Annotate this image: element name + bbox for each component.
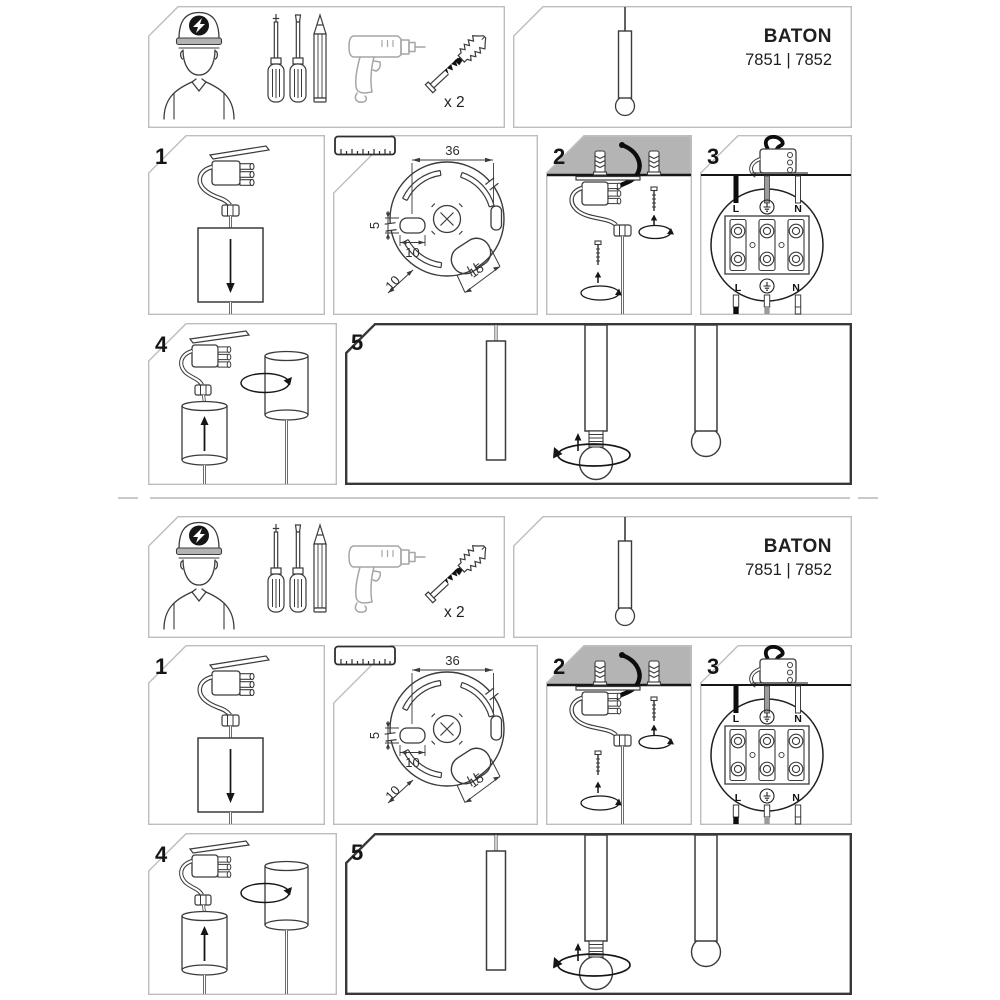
ruler-icon — [335, 647, 395, 665]
tools-panel — [148, 6, 505, 128]
screw-icon — [581, 241, 622, 300]
mounting-plate-panel — [333, 645, 538, 825]
cut-line — [150, 497, 850, 499]
step3-number: 3 — [707, 654, 720, 679]
dim-slot-diagonal-label: 10 — [382, 782, 404, 804]
neutral-label: N — [792, 282, 800, 294]
step5-number: 5 — [351, 840, 364, 865]
tools-panel-art — [148, 516, 505, 638]
step2-number: 2 — [553, 654, 566, 679]
step4-panel — [148, 833, 337, 995]
product-panel-art — [513, 516, 852, 638]
screw-icon — [639, 187, 674, 239]
step1-art — [148, 645, 325, 825]
pencil-icon — [314, 15, 326, 102]
pencil-icon — [314, 525, 326, 612]
dim-width-label: 36 — [445, 143, 460, 158]
step2-number: 2 — [553, 144, 566, 169]
dim-oval-label: 15 — [466, 260, 487, 281]
step5-art — [345, 323, 852, 485]
mounting-plate-art — [333, 645, 538, 825]
dim-slot-width-label: 10 — [405, 755, 420, 770]
bulb-icon — [580, 447, 613, 480]
step3-panel — [700, 135, 852, 315]
live-label: L — [732, 203, 740, 215]
instruction-sheet-bottom — [148, 516, 852, 995]
anchor-quantity-label: x 2 — [444, 604, 465, 621]
mounting-bracket-icon — [572, 177, 640, 315]
product-title: BATON — [763, 536, 832, 557]
pendant-lamp-icon — [487, 325, 506, 460]
neutral-label: N — [792, 792, 800, 804]
screw-icon — [639, 697, 674, 749]
step5-panel — [345, 833, 852, 995]
bulb-icon — [580, 957, 613, 990]
step4-art — [148, 323, 337, 485]
bulb-icon — [692, 428, 721, 457]
live-label: L — [734, 792, 742, 804]
terminal-block-icon — [725, 726, 809, 784]
step4-number: 4 — [155, 332, 168, 357]
step3-number: 3 — [707, 144, 720, 169]
step5-number: 5 — [351, 330, 364, 355]
live-label: L — [734, 282, 742, 294]
step2-art — [546, 135, 692, 315]
anchor-quantity-label: x 2 — [444, 94, 465, 111]
mounting-bracket-icon — [572, 687, 640, 825]
step1-art — [148, 135, 325, 315]
ceiling-area — [547, 136, 690, 175]
step1-panel — [148, 135, 325, 315]
dim-slot-diagonal-label: 10 — [382, 272, 404, 294]
dim-slot-width-label: 10 — [405, 245, 420, 260]
step3-art — [700, 135, 852, 315]
step1-number: 1 — [155, 654, 168, 679]
step1-panel — [148, 645, 325, 825]
step4-number: 4 — [155, 842, 168, 867]
step3-art — [700, 645, 852, 825]
screw-icon — [581, 751, 622, 810]
step5-panel — [345, 323, 852, 485]
product-models: 7851 | 7852 — [745, 51, 832, 69]
step2-panel — [546, 645, 692, 825]
tools-panel — [148, 516, 505, 638]
product-models: 7851 | 7852 — [745, 561, 832, 579]
product-panel — [513, 516, 852, 638]
cut-line-dash — [858, 497, 878, 499]
step4-panel — [148, 323, 337, 485]
product-panel-art — [513, 6, 852, 128]
neutral-label: N — [794, 713, 802, 725]
product-title: BATON — [763, 26, 832, 47]
dim-width-label: 36 — [445, 653, 460, 668]
ruler-icon — [335, 137, 395, 155]
pendant-lamp-icon — [692, 835, 721, 967]
cut-line-dash — [118, 497, 138, 499]
step3-panel — [700, 645, 852, 825]
step5-art — [345, 833, 852, 995]
product-panel — [513, 6, 852, 128]
bulb-icon — [692, 938, 721, 967]
pendant-lamp-icon — [692, 325, 721, 457]
instruction-sheet-top — [148, 6, 852, 485]
step4-art — [148, 833, 337, 995]
terminal-block-icon — [725, 216, 809, 274]
ceiling-area — [547, 646, 690, 685]
tools-panel-art — [148, 6, 505, 128]
rotation-arrow-icon — [667, 228, 674, 235]
rotation-arrow-icon — [667, 738, 674, 745]
live-label: L — [732, 713, 740, 725]
dim-slot-height-label: 5 — [367, 221, 382, 230]
dim-slot-height-label: 5 — [367, 731, 382, 740]
pendant-lamp-icon — [487, 835, 506, 970]
step2-panel — [546, 135, 692, 315]
step1-number: 1 — [155, 144, 168, 169]
step2-art — [546, 645, 692, 825]
mounting-plate-art — [333, 135, 538, 315]
mounting-plate-panel — [333, 135, 538, 315]
dim-oval-label: 15 — [466, 770, 487, 791]
neutral-label: N — [794, 203, 802, 215]
